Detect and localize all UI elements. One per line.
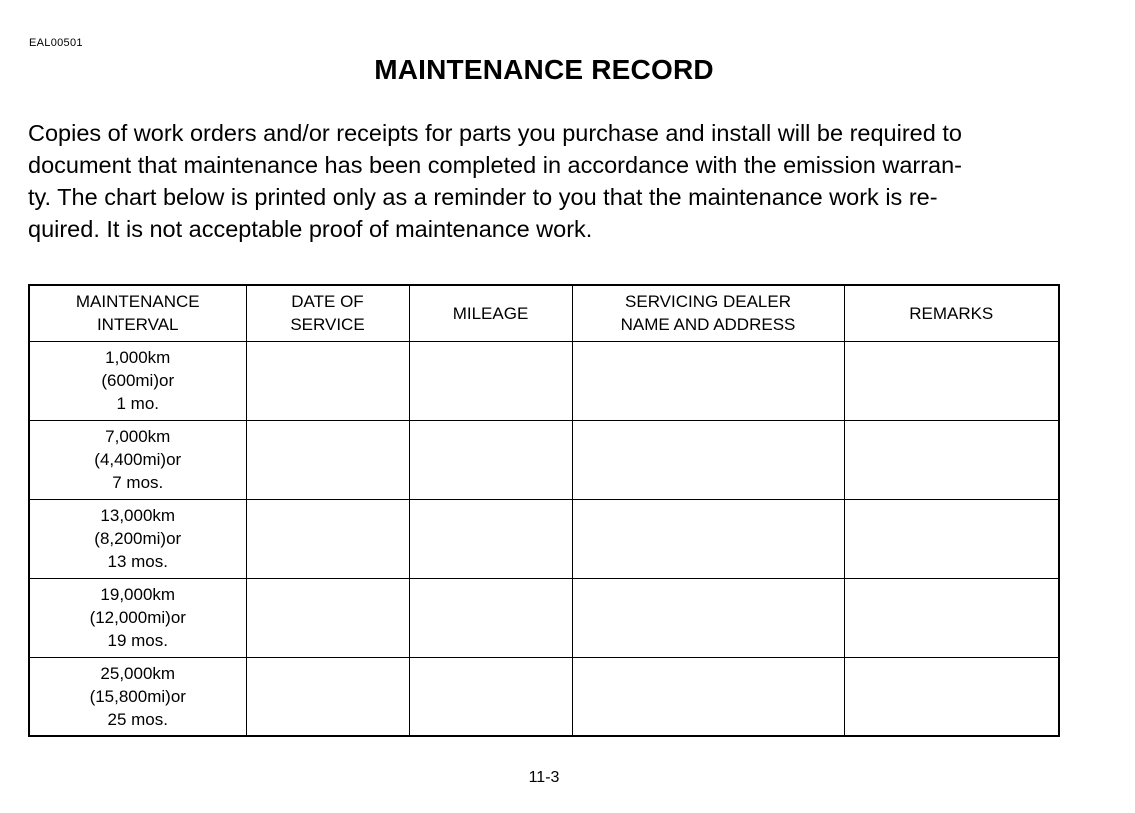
column-header-line: DATE OF xyxy=(291,292,364,312)
page-title: MAINTENANCE RECORD xyxy=(374,54,714,85)
interval-mi: (4,400mi)or xyxy=(94,450,182,469)
interval-cell xyxy=(29,657,246,736)
interval-cell xyxy=(29,341,246,420)
column-header-line: MILEAGE xyxy=(452,303,529,323)
interval-cell xyxy=(29,578,246,657)
date-of-service-cell[interactable] xyxy=(246,341,409,420)
table-row xyxy=(29,657,1059,736)
column-header-remarks xyxy=(844,285,1059,341)
column-header-line: SERVICE xyxy=(290,315,365,335)
interval-months: 7 mos. xyxy=(112,473,164,492)
document-code: EAL00501 xyxy=(29,37,83,49)
table-row xyxy=(29,420,1059,499)
remarks-cell[interactable] xyxy=(844,657,1059,736)
table-header-row xyxy=(29,285,1059,341)
intro-line: quired. It is not acceptable proof of maintenance work. xyxy=(28,216,593,242)
date-of-service-cell[interactable] xyxy=(246,657,409,736)
mileage-cell[interactable] xyxy=(409,420,572,499)
remarks-cell[interactable] xyxy=(844,341,1059,420)
mileage-cell[interactable] xyxy=(409,657,572,736)
interval-cell xyxy=(29,499,246,578)
interval-months: 1 mo. xyxy=(116,394,160,413)
interval-km: 1,000km xyxy=(105,348,171,367)
table-row xyxy=(29,499,1059,578)
remarks-cell[interactable] xyxy=(844,499,1059,578)
interval-km: 19,000km xyxy=(100,585,176,604)
remarks-cell[interactable] xyxy=(844,578,1059,657)
column-header-line: MAINTENANCE xyxy=(75,292,200,312)
column-header-mileage xyxy=(409,285,572,341)
mileage-cell[interactable] xyxy=(409,499,572,578)
date-of-service-cell[interactable] xyxy=(246,578,409,657)
servicing-dealer-cell[interactable] xyxy=(572,499,844,578)
intro-line: Copies of work orders and/or receipts for parts you purchase and install will be required to xyxy=(28,120,962,146)
mileage-cell[interactable] xyxy=(409,578,572,657)
mileage-cell[interactable] xyxy=(409,341,572,420)
column-header-line: NAME AND ADDRESS xyxy=(620,315,796,335)
table-row xyxy=(29,341,1059,420)
column-header-line: SERVICING DEALER xyxy=(625,292,791,312)
table-row xyxy=(29,578,1059,657)
column-header-maintenance-interval xyxy=(29,285,246,341)
servicing-dealer-cell[interactable] xyxy=(572,341,844,420)
intro-paragraph xyxy=(28,117,1068,245)
intro-line: document that maintenance has been completed in accordance with the emission warran- xyxy=(28,152,962,178)
column-header-date-of-service xyxy=(246,285,409,341)
interval-mi: (15,800mi)or xyxy=(89,686,186,706)
page-number: 11-3 xyxy=(528,769,560,786)
interval-cell xyxy=(29,420,246,499)
servicing-dealer-cell[interactable] xyxy=(572,578,844,657)
column-header-line: INTERVAL xyxy=(96,315,179,335)
interval-mi: (600mi)or xyxy=(101,371,175,390)
interval-months: 25 mos. xyxy=(107,709,168,729)
servicing-dealer-cell[interactable] xyxy=(572,657,844,736)
interval-months: 13 mos. xyxy=(107,552,168,571)
date-of-service-cell[interactable] xyxy=(246,420,409,499)
interval-months: 19 mos. xyxy=(107,631,168,650)
interval-km: 25,000km xyxy=(100,663,176,683)
date-of-service-cell[interactable] xyxy=(246,499,409,578)
servicing-dealer-cell[interactable] xyxy=(572,420,844,499)
interval-mi: (8,200mi)or xyxy=(94,529,182,548)
maintenance-record-table xyxy=(28,284,1060,737)
column-header-line: REMARKS xyxy=(909,303,994,323)
intro-line: ty. The chart below is printed only as a reminder to you that the maintenance work is re- xyxy=(28,184,938,210)
interval-mi: (12,000mi)or xyxy=(89,608,186,627)
interval-km: 13,000km xyxy=(100,506,176,525)
column-header-servicing-dealer xyxy=(572,285,844,341)
remarks-cell[interactable] xyxy=(844,420,1059,499)
interval-km: 7,000km xyxy=(105,427,171,446)
